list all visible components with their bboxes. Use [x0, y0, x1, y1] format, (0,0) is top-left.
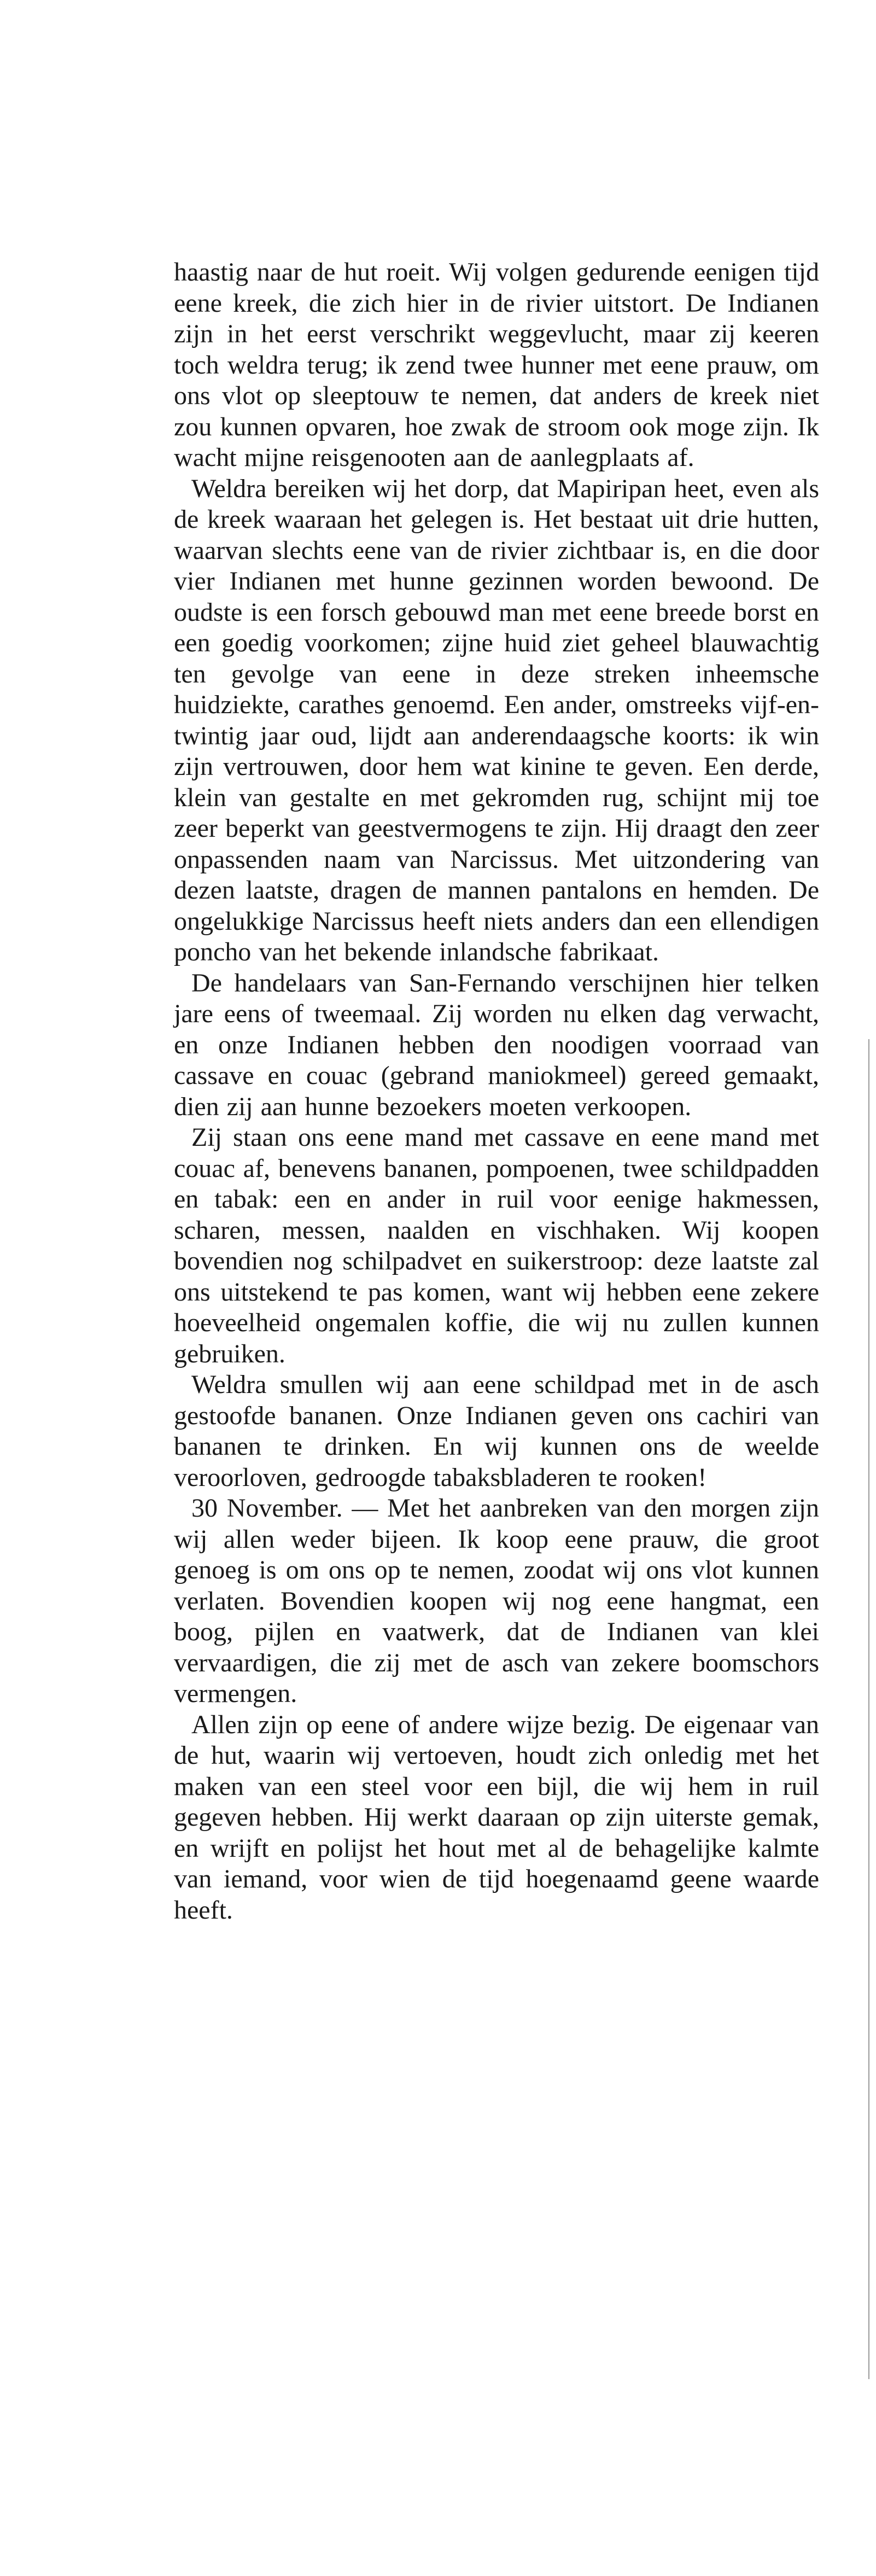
body-text	[174, 257, 819, 1926]
paragraph-4: Zij staan ons eene mand met cassave en eene mand met couac af, benevens bananen, pompoenen, twee schildpadden en tabak: een en ander in ruil voor eenige hakmessen, scharen, messen, naalden en vischhaken. Wij koopen bovendien nog schilpadvet en suikerstroop: deze laatste zal ons uitstekend te pas komen, want wij hebben eene zekere hoeveelheid ongemalen koffie, die wij nu zullen kunnen gebruiken.	[174, 1123, 819, 1368]
paragraph-2: Weldra bereiken wij het dorp, dat Mapiripan heet, even als de kreek waaraan het gelegen is. Het bestaat uit drie hutten, waarvan slechts eene van de rivier zichtbaar is, en die door vier Indianen met hunne gezinnen worden bewoond. De oudste is een forsch gebouwd man met eene breede borst en een goedig voorkomen; zijne huid ziet geheel blauwachtig ten gevolge van eene in deze streken inheemsche huidziekte, carathes genoemd. Een ander, omstreeks vijf-en-twintig jaar oud, lijdt aan anderendaagsche koorts: ik win zijn vertrouwen, door hem wat kinine te geven. Een derde, klein van gestalte en met gekromden rug, schijnt mij toe zeer beperkt van geestvermogens te zijn. Hij draagt den zeer onpassenden naam van Narcissus. Met uitzondering van dezen laatste, dragen de mannen pantalons en hemden. De ongelukkige Narcissus heeft niets anders dan een ellendigen poncho van het bekende inlandsche fabrikaat.	[174, 474, 819, 966]
paragraph-7: Allen zijn op eene of andere wijze bezig. De eigenaar van de hut, waarin wij vertoeven, houdt zich onledig met het maken van een steel voor een bijl, die wij hem in ruil gegeven hebben. Hij werkt daaraan op zijn uiterste gemak, en wrijft en polijst het hout met al de behagelijke kalmte van iemand, voor wien de tijd hoegenaamd geene waarde heeft.	[174, 1710, 819, 1925]
paragraph-1: haastig naar de hut roeit. Wij volgen gedurende eenigen tijd eene kreek, die zich hier in de rivier uitstort. De Indianen zijn in het eerst verschrikt weggevlucht, maar zij keeren toch weldra terug; ik zend twee hunner met eene prauw, om ons vlot op sleeptouw te nemen, dat anders de kreek niet zou kunnen opvaren, hoe zwak de stroom ook moge zijn. Ik wacht mijne reisgenooten aan de aanlegplaats af.	[174, 258, 819, 472]
paragraph-3: De handelaars van San-Fernando verschijnen hier telken jare eens of tweemaal. Zij worden nu elken dag verwacht, en onze Indianen hebben den noodigen voorraad van cassave en couac (gebrand maniokmeel) gereed gemaakt, dien zij aan hunne bezoekers moeten verkoopen.	[174, 968, 819, 1121]
paragraph-6: 30 November. — Met het aanbreken van den morgen zijn wij allen weder bijeen. Ik koop eene prauw, die groot genoeg is om ons op te nemen, zoodat wij ons vlot kunnen verlaten. Bovendien koopen wij nog eene hangmat, een boog, pijlen en vaatwerk, dat de Indianen van klei vervaardigen, die zij met de asch van zekere boomschors vermengen.	[174, 1494, 819, 1708]
margin-rule	[868, 1039, 869, 2379]
paragraph-5: Weldra smullen wij aan eene schildpad met in de asch gestoofde bananen. Onze Indianen geven ons cachiri van bananen te drinken. En wij kunnen ons de weelde veroorloven, gedroogde tabaksbladeren te rooken!	[174, 1370, 819, 1492]
